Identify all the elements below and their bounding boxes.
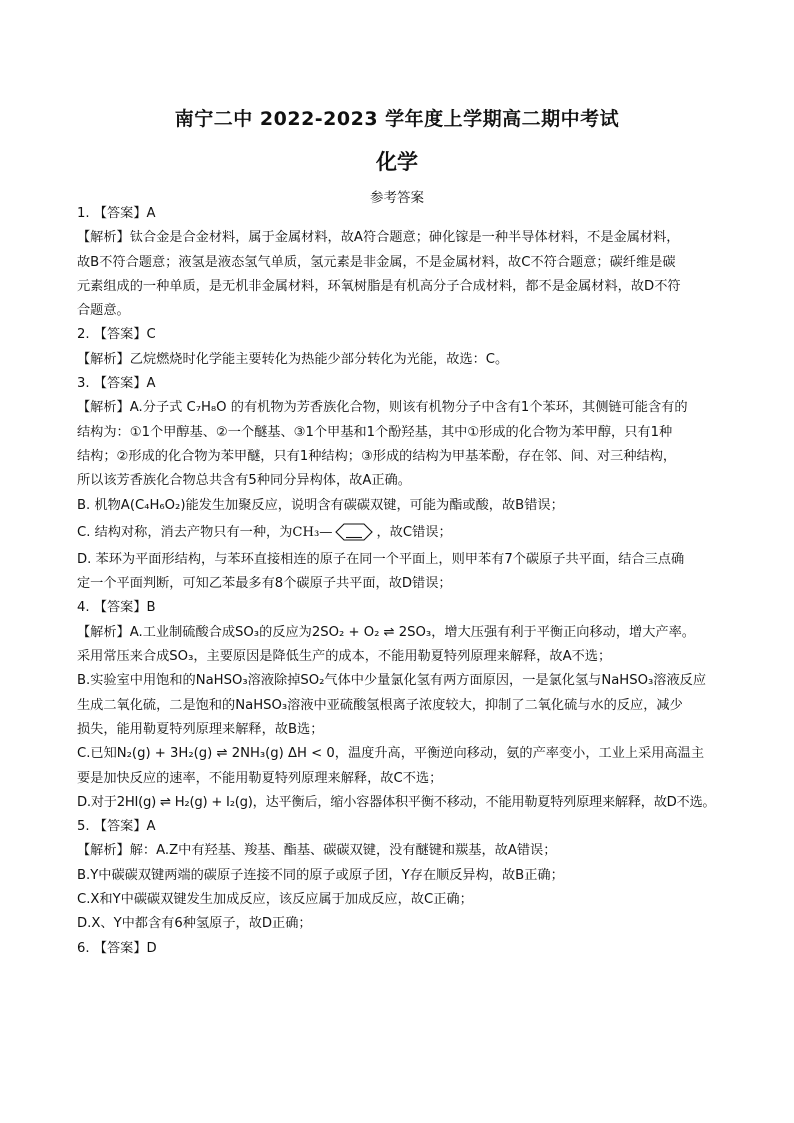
- q3-explanation-line: D. 苯环为平面形结构，与苯环直接相连的原子在同一个平面上，则甲苯有7个碳原子共平面，结合三点确: [77, 551, 685, 567]
- q5-explanation-line: 【解析】解：A.Z中有羟基、羧基、酯基、碳碳双键，没有醚键和羰基，故A错误；: [77, 843, 557, 859]
- q2-explanation-line: 【解析】乙烷燃烧时化学能主要转化为热能少部分转化为光能，故选：C。: [77, 351, 509, 367]
- answer-content: [77, 202, 725, 961]
- q3-explanation-line: 结构为：①1个甲醇基、②一个醚基、③1个甲基和1个酚羟基，其中①形成的化合物为苯甲醇，只有1种: [77, 424, 673, 440]
- q1-explanation-line: 【解析】钛合金是合金材料，属于金属材料，故A符合题意；砷化镓是一种半导体材料，不是金属材料，: [77, 230, 680, 246]
- q4-explanation-line: 采用常压来合成SO₃，主要原因是降低生产的成本，不能用勒夏特列原理来解释，故A不选；: [77, 649, 612, 665]
- q1-explanation-line: 故B不符合题意；液氢是液态氢气单质，氢元素是非金属，不是金属材料，故C不符合题意；碳纤维是碳: [77, 254, 676, 270]
- q4-explanation-line: D.对于2HI(g) ⇌ H₂(g) + I₂(g)，达平衡后，缩小容器体积平衡不移动，不能用勒夏特列原理来解释，故D不选。: [77, 794, 716, 810]
- q4-explanation-line: 【解析】A.工业制硫酸合成SO₃的反应为2SO₂ + O₂ ⇌ 2SO₃，增大压强有利于平衡正向移动，增大产率。: [77, 624, 695, 640]
- q3-line-suffix: ，故C错误；: [376, 524, 452, 540]
- q4-explanation-line: B.实验室中用饱和的NaHSO₃溶液除掉SO₂气体中少量氯化氢有两方面原因，一是氯化氢与NaHSO₃溶液反应: [77, 673, 707, 689]
- q4-explanation-line: C.已知N₂(g) + 3H₂(g) ⇌ 2NH₃(g) ΔH < 0，温度升高，平衡逆向移动，氨的产率变小，工业上采用高温主: [77, 746, 705, 762]
- q4-answer: 4. 【答案】B: [77, 600, 156, 616]
- q1-explanation-line: 合题意。: [77, 303, 130, 319]
- answers-heading: 参考答案: [370, 190, 424, 206]
- q4-explanation-line: 生成二氧化硫，二是饱和的NaHSO₃溶液中亚硫酸氢根离子浓度较大，抑制了二氧化硫与水的反应，减少: [77, 697, 683, 713]
- q5-explanation-line: D.X、Y中都含有6种氢原子，故D正确；: [77, 916, 312, 932]
- q5-explanation-line: B.Y中碳碳双键两端的碳原子连接不同的原子或原子团，Y存在顺反异构，故B正确；: [77, 867, 564, 883]
- q5-explanation-line: C.X和Y中碳碳双键发生加成反应，该反应属于加成反应，故C正确；: [77, 892, 473, 908]
- q4-explanation-line: 损失，能用勒夏特列原理来解释，故B选；: [77, 721, 324, 737]
- q3-explanation-line: 所以该芳香族化合物总共含有5种同分异构体，故A正确。: [77, 473, 411, 489]
- q1-answer: 1. 【答案】A: [77, 206, 156, 221]
- cyclohexene-ring-icon: [332, 522, 376, 542]
- q3-explanation-line: 定一个平面判断，可知乙苯最多有8个碳原子共平面，故D错误；: [77, 576, 452, 592]
- q6-answer: 6. 【答案】D: [77, 940, 157, 956]
- q1-explanation-line: 元素组成的一种单质，是无机非金属材料，环氧树脂是有机高分子合成材料，都不是金属材料，故D不符: [77, 278, 681, 294]
- q5-answer: 5. 【答案】A: [77, 819, 156, 835]
- page-title: 南宁二中 2022-2023 学年度上学期高二期中考试: [174, 108, 620, 130]
- q3-line-prefix: C. 结构对称，消去产物只有一种，为: [77, 524, 293, 540]
- q3-explanation-line: B. 机物A(C₄H₆O₂)能发生加聚反应，说明含有碳碳双键，可能为酯或酸，故B错误；: [77, 497, 564, 513]
- q3-explanation-line-with-structure: [77, 518, 725, 548]
- structure-formula-text: CH₃—: [292, 524, 333, 540]
- q3-answer: 3. 【答案】A: [77, 376, 156, 392]
- subject-heading: 化学: [376, 150, 418, 174]
- q3-explanation-line: 【解析】A.分子式 C₇H₈O 的有机物为芳香族化合物，则该有机物分子中含有1个苯环，其侧链可能含有的: [77, 400, 688, 416]
- q4-explanation-line: 要是加快反应的速率，不能用勒夏特列原理来解释，故C不选；: [77, 770, 443, 786]
- q2-answer: 2. 【答案】C: [77, 327, 156, 343]
- q3-explanation-line: 结构；②形成的化合物为苯甲醚，只有1种结构；③形成的结构为甲基苯酚，存在邻、间、对三种结构，: [77, 448, 677, 464]
